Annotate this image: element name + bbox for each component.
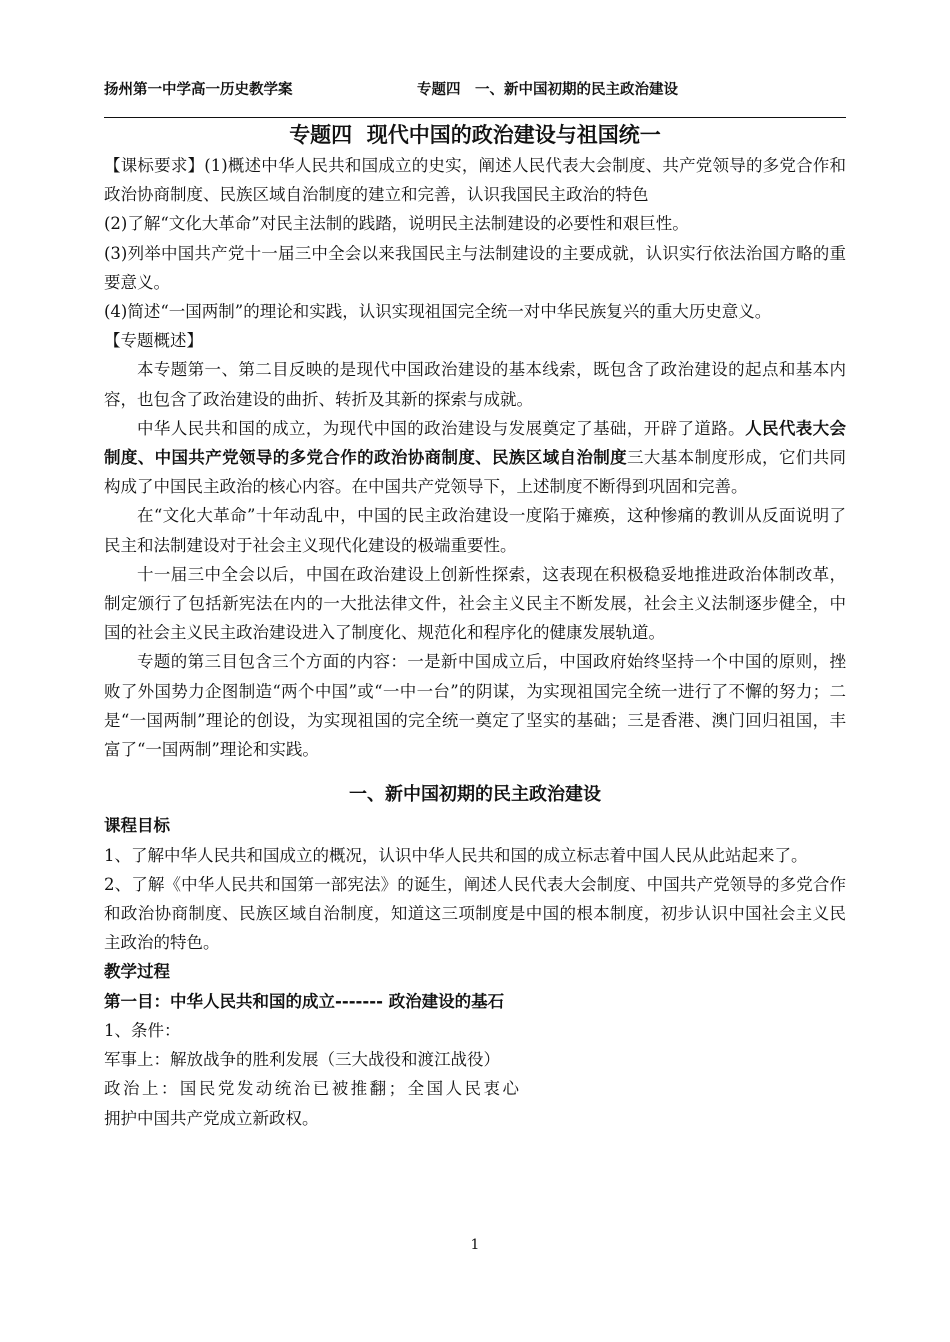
process-heading: 教学过程	[104, 962, 170, 982]
header-topic: 专题四 一、新中国初期的民主政治建设	[417, 82, 678, 98]
overview-label: 【专题概述】	[104, 331, 203, 351]
header-school: 扬州第一中学高一历史教学案	[104, 82, 293, 98]
requirement-2: (2)了解“文化大革命”对民主法制的践踏，说明民主法制建设的必要性和艰巨性。	[104, 214, 689, 234]
requirements-label: 【课标要求】	[104, 156, 205, 175]
conditions-label: 1、条件：	[104, 1020, 181, 1040]
requirement-4: (4)简述“一国两制”的理论和实践，认识实现祖国完全统一对中华民族复兴的重大历史意义。	[104, 302, 772, 322]
goal-1: 1、了解中华人民共和国成立的概况，认识中华人民共和国的成立标志着中国人民从此站起来了。	[104, 845, 808, 865]
overview-paragraph-2: 中华人民共和国的成立，为现代中国的政治建设与发展奠定了基础，开辟了道路。人民代表大会制度、中国共产党领导的多党合作的政治协商制度、民族区域自治制度三大基本制度形成，它们共同构成了中国民主政治的核心内容。在中国共产党领导下，上述制度不断得到巩固和完善。	[104, 418, 847, 497]
overview-paragraph-3: 在“文化大革命”十年动乱中，中国的民主政治建设一度陷于瘫痪，这种惨痛的教训从反面说明了民主和法制建设对于社会主义现代化建设的极端重要性。	[104, 506, 846, 555]
page-header	[104, 78, 846, 100]
header-rule	[104, 117, 846, 118]
goals-heading: 课程目标	[104, 816, 170, 836]
overview-emphasis: 人民代表大会制度、中国共产党领导的多党合作的政治协商制度、民族区域自治制度	[104, 418, 847, 468]
overview-paragraph-4: 十一届三中全会以后，中国在政治建设上创新性探索，这表现在积极稳妥地推进政治体制改革，制定颁行了包括新宪法在内的一大批法律文件，社会主义民主不断发展，社会主义法制逐步健全，中国的社会主义民主政治建设进入了制度化、规范化和程序化的健康发展轨道。	[104, 564, 846, 643]
political-condition-cont: 拥护中国共产党成立新政权。	[104, 1108, 319, 1128]
requirement-3: (3)列举中国共产党十一届三中全会以来我国民主与法制建设的主要成就，认识实行依法治国方略的重要意义。	[104, 243, 846, 292]
goal-2: 2、了解《中华人民共和国第一部宪法》的诞生，阐述人民代表大会制度、中国共产党领导的多党合作和政治协商制度、民族区域自治制度，知道这三项制度是中国的根本制度，初步认识中国社会主义民主政治的特色。	[104, 874, 846, 953]
section-title: 一、新中国初期的民主政治建设	[349, 784, 601, 806]
page-title: 专题四 现代中国的政治建设与祖国统一	[289, 123, 661, 147]
page-number: 1	[470, 1237, 480, 1253]
political-condition: 政治上：国民党发动统治已被推翻；全国人民衷心	[104, 1079, 522, 1099]
overview-paragraph-5: 专题的第三目包含三个方面的内容：一是新中国成立后，中国政府始终坚持一个中国的原则，挫败了外国势力企图制造“两个中国”或“一中一台”的阴谋，为实现祖国完全统一进行了不懈的努力；二是“一国两制”理论的创设，为实现祖国的完全统一奠定了坚实的基础；三是香港、澳门回归祖国，丰富了“一国两制”理论和实践。	[104, 652, 846, 760]
requirement-1: 【课标要求】(1)概述中华人民共和国成立的史实，阐述人民代表大会制度、共产党领导的多党合作和政治协商制度、民族区域自治制度的建立和完善，认识我国民主政治的特色	[104, 156, 847, 205]
document-body	[104, 151, 846, 1133]
part1-heading: 第一目：中华人民共和国的成立------- 政治建设的基石	[104, 991, 505, 1011]
overview-paragraph-1: 本专题第一、第二目反映的是现代中国政治建设的基本线索，既包含了政治建设的起点和基本内容，也包含了政治建设的曲折、转折及其新的探索与成就。	[104, 360, 846, 409]
military-condition: 军事上：解放战争的胜利发展（三大战役和渡江战役）	[104, 1050, 500, 1070]
